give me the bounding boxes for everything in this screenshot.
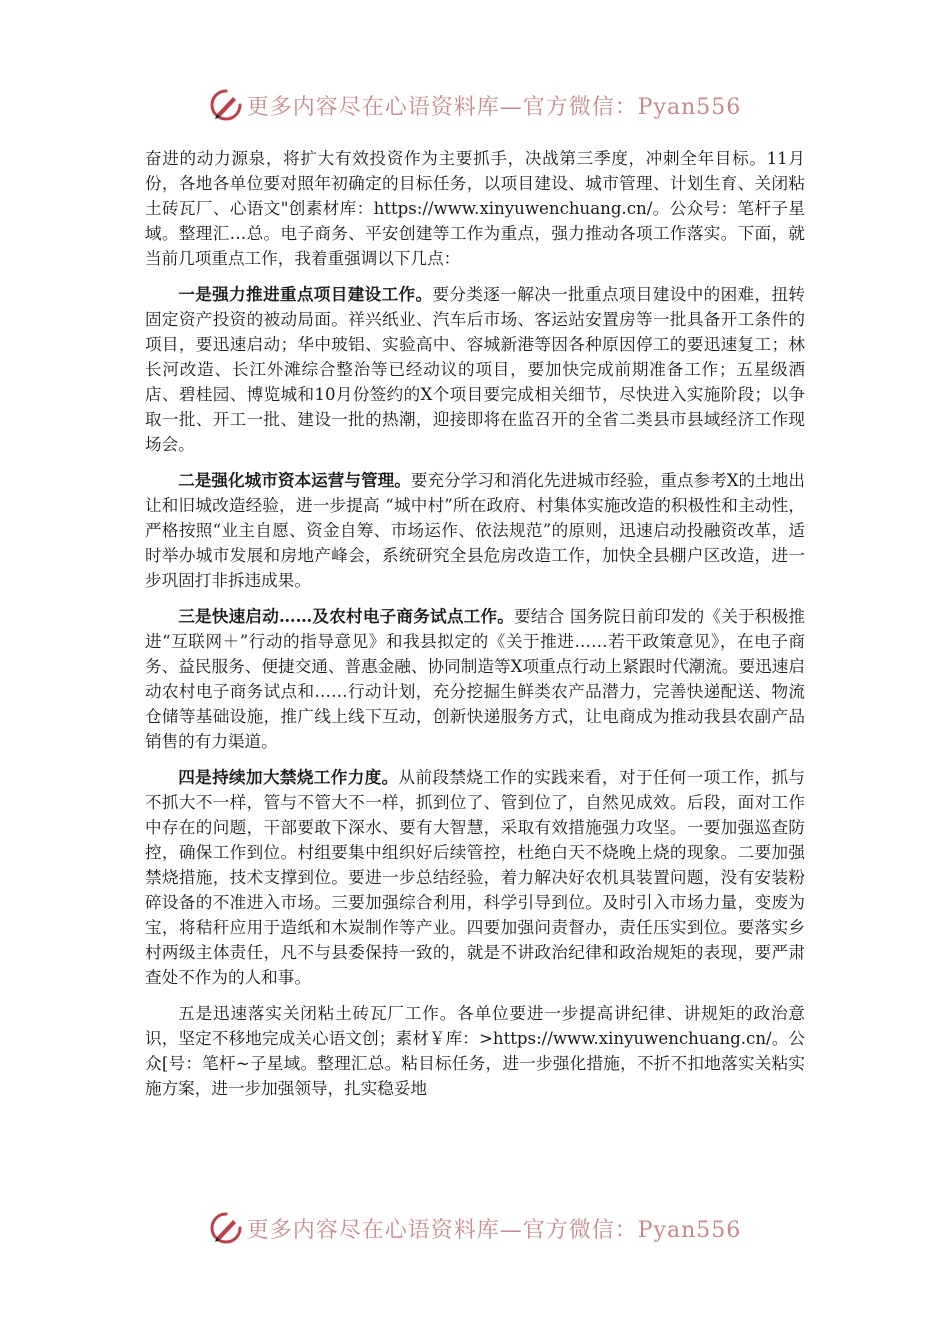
paragraph-point-4 <box>145 765 805 990</box>
paragraph-lead: 四是持续加大禁烧工作力度。 <box>178 767 399 787</box>
paragraph-point-2 <box>145 468 805 593</box>
pen-brush-logo-icon <box>209 88 243 122</box>
paragraph-lead: 二是强化城市资本运营与管理。 <box>178 470 411 490</box>
paragraph-point-1 <box>145 282 805 457</box>
paragraph-intro <box>145 146 805 271</box>
paragraph-text: 要分类逐一解决一批重点项目建设中的困难，扭转固定资产投资的被动局面。祥兴纸业、汽车后市场、客运站安置房等一批具备开工条件的项目，要迅速启动；华中玻铝、实验高中、容城新港等因各种原因停工的要迅速复工；林长河改造、长江外滩综合整治等已经动议的项目，要加快完成前期准备工作；五星级酒店、碧桂园、博览城和10月份签约的X个项目要完成相关细节，尽快进入实施阶段；以争取一批、开工一批、建设一批的热潮，迎接即将在监召开的全省二类县市县域经济工作现场会。 <box>145 285 806 454</box>
paragraph-text: 五是迅速落实关闭粘土砖瓦厂工作。各单位要进一步提高讲纪律、讲规矩的政治意识，坚定不移地完成关心语文创；素材￥库：>https://www.xinyuwenchuang.cn/。公众[号：笔杆~子星域。整理汇总。粘目标任务，进一步强化措施，不折不扣地落实关粘实施方案，进一步加强领导，扎实稳妥地 <box>145 1004 805 1098</box>
paragraph-text: 奋进的动力源泉，将扩大有效投资作为主要抓手，决战第三季度，冲刺全年目标。11月份，各地各单位要对照年初确定的目标任务，以项目建设、城市管理、计划生育、关闭粘土砖瓦厂、心语文"创素材库：https://www.xinyuwenchuang.cn/。公众号：笔杆子星域。整理汇…总。电子商务、平安创建等工作为重点，强力推动各项工作落实。下面，就当前几项重点工作，我着重强调以下几点： <box>145 149 805 268</box>
paragraph-text: 从前段禁烧工作的实践来看，对于任何一项工作，抓与不抓大不一样，管与不管大不一样，抓到位了、管到位了，自然见成效。后段，面对工作中存在的问题，干部要敢下深水、要有大智慧，采取有效措施强力攻坚。一要加强巡查防控，确保工作到位。村组要集中组织好后续管控，杜绝白天不烧晚上烧的现象。二要加强禁烧措施，技术支撑到位。要进一步总结经验，着力解决好农机具装置问题，没有安装粉碎设备的不准进入市场。三要加强综合利用，科学引导到位。及时引入市场力量，变废为宝，将秸秆应用于造纸和木炭制作等产业。四要加强问责督办，责任压实到位。要落实乡村两级主体责任，凡不与县委保持一致的，就是不讲政治纪律和政治规矩的表现，要严肃查处不作为的人和事。 <box>145 768 806 987</box>
paragraph-lead: 三是快速启动……及农村电子商务试点工作。 <box>178 606 515 626</box>
banner-text: 更多内容尽在心语资料库—官方微信：Pyan556 <box>246 94 742 120</box>
paragraph-point-5 <box>145 1001 805 1101</box>
paragraph-text: 要结合 国务院日前印发的《关于积极推进“互联网＋”行动的指导意见》和我县拟定的《关于推进……若干政策意见》，在电子商务、益民服务、便捷交通、普惠金融、协同制造等X项重点行动上紧跟时代潮流。要迅速启动农村电子商务试点和……行动计划，充分挖掘生鲜类农产品潜力，完善快递配送、物流仓储等基础设施，推广线上线下互动，创新快递服务方式，让电商成为推动我县农副产品销售的有力渠道。 <box>145 607 806 751</box>
paragraph-point-3 <box>145 604 805 754</box>
pen-brush-logo-icon <box>209 1211 243 1245</box>
paragraph-lead: 一是强力推进重点项目建设工作。 <box>178 284 433 304</box>
document-body <box>145 146 805 1112</box>
footer-banner <box>0 1211 950 1245</box>
paragraph-text: 要充分学习和消化先进城市经验，重点参考X的土地出让和旧城改造经验，进一步提高 “城中村”所在政府、村集体实施改造的积极性和主动性，严格按照“业主自愿、资金自筹、市场运作、依法规范”的原则，迅速启动投融资改革，适时举办城市发展和房地产峰会，系统研究全县危房改造工作，加快全县棚户区改造，进一步巩固打非拆违成果。 <box>145 471 805 590</box>
banner-text: 更多内容尽在心语资料库—官方微信：Pyan556 <box>246 1217 742 1243</box>
header-banner <box>0 88 950 122</box>
